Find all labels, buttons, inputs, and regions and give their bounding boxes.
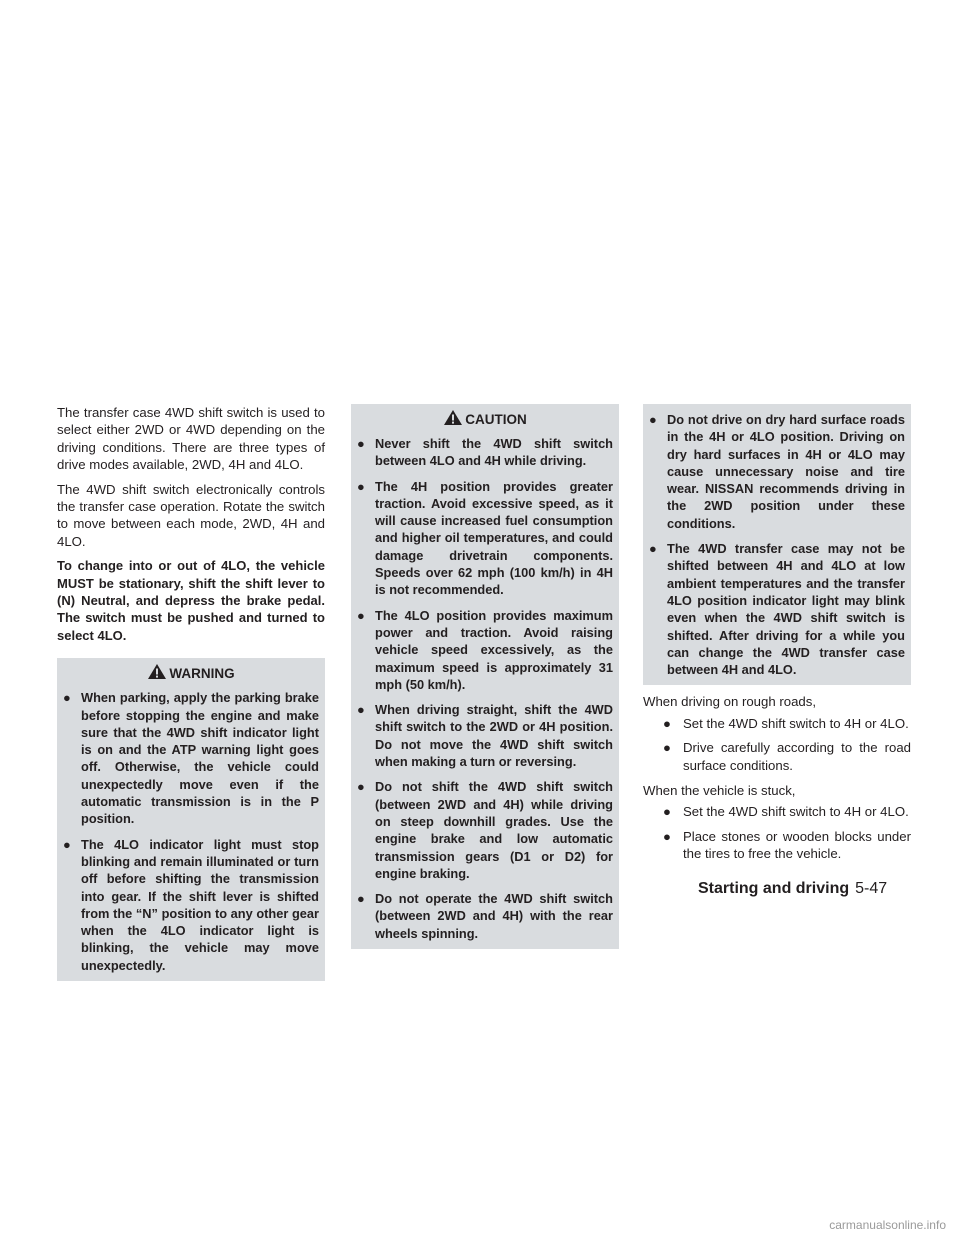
list-item-text: Do not drive on dry hard surface roads in the 4H or 4LO position. Driving on dry hard surfaces in 4H or 4LO may cause unnecessary noise and tire wear. NISSAN recommends driving in the 2WD position under these conditions. (667, 412, 905, 531)
caution-box-continued (643, 404, 911, 685)
list-item-text: Never shift the 4WD shift switch between 4LO and 4H while driving. (375, 436, 613, 469)
rough-roads-intro: When driving on rough roads, (643, 694, 817, 710)
list-item (643, 739, 911, 774)
list-item (643, 803, 911, 820)
list-item-text: Set the 4WD shift switch to 4H or 4LO. (683, 715, 909, 731)
list-item (357, 890, 613, 942)
list-item-text: The 4WD transfer case may not be shifted between 4H and 4LO at low ambient temperatures and the transfer 4LO position indicator light may blink even when the 4WD shift switch is shifted. After driving for a while you can change the 4WD transfer case between 4H and 4LO. (667, 541, 905, 678)
list-item-text: When parking, apply the parking brake before stopping the engine and make sure that the 4WD shift indicator light is on and the ATP warning light goes off. Otherwise, the vehicle could unexpectedly move even if the automatic transmission is in the P position. (81, 690, 319, 827)
list-item (357, 435, 613, 470)
paragraph-4lo-instructions: To change into or out of 4LO, the vehicle MUST be stationary, shift the shift lever to (N) Neutral, and depress the brake pedal. The switch must be pushed and turned to select 4LO. (57, 558, 325, 643)
column-right (643, 404, 911, 871)
warning-list (63, 689, 319, 974)
bullet-icon: ● (649, 412, 657, 427)
list-item-text: The 4H position provides greater traction. Avoid excessive speed, as it will cause increased fuel consumption and higher oil temperatures, and could damage drivetrain components. Speeds over 62 mph (100 km/h) in 4H is not recommended. (375, 478, 613, 598)
page-footer (698, 880, 887, 898)
section-title: Starting and driving (698, 880, 850, 897)
watermark-text: carmanualsonline.info (829, 1218, 946, 1232)
stuck-list (643, 803, 911, 862)
bullet-icon: ● (357, 607, 365, 623)
caution-title (357, 409, 613, 431)
list-item-text: Drive carefully according to the road surface conditions. (683, 740, 911, 773)
bullet-icon: ● (357, 779, 365, 795)
bullet-icon: ● (357, 478, 365, 494)
bullet-icon: ● (63, 690, 71, 706)
stuck-intro: When the vehicle is stuck, (643, 783, 796, 799)
caution-triangle-icon (443, 409, 463, 426)
bullet-icon: ● (663, 740, 671, 756)
rough-roads-list (643, 715, 911, 774)
list-item (649, 540, 905, 678)
watermark (0, 1218, 960, 1232)
caution-box (351, 404, 619, 949)
caution-list (357, 435, 613, 942)
list-item (649, 411, 905, 532)
bullet-icon: ● (663, 828, 671, 844)
warning-title (63, 663, 319, 685)
page-number: 5-47 (855, 880, 888, 897)
bullet-icon: ● (357, 702, 365, 718)
list-item (357, 478, 613, 599)
list-item (357, 778, 613, 882)
list-item (357, 607, 613, 693)
bullet-icon: ● (63, 836, 71, 852)
list-item-text: Place stones or wooden blocks under the tires to free the vehicle. (683, 828, 911, 862)
paragraph-electronic-control: The 4WD shift switch electronically controls the transfer case operation. Rotate the switch to move between each mode, 2WD, 4H and 4LO. (57, 481, 325, 549)
list-item-text: Set the 4WD shift switch to 4H or 4LO. (683, 804, 909, 820)
warning-title-text: WARNING (169, 666, 235, 682)
list-item-text: The 4LO indicator light must stop blinking and remain illuminated or turn off before shifting the transmission into gear. If the shift lever is shifted from the “N” position to any other gear when the 4LO indicator light is blinking, the vehicle may move unexpectedly. (81, 836, 319, 973)
caution-title-text: CAUTION (465, 412, 527, 427)
paragraph-intro: The transfer case 4WD shift switch is used to select either 2WD or 4WD depending on the driving conditions. There are three types of drive modes available, 2WD, 4H and 4LO. (57, 405, 325, 473)
bullet-icon: ● (649, 541, 657, 557)
column-middle (351, 404, 619, 949)
list-item-text: The 4LO position provides maximum power and traction. Avoid raising vehicle speed excessively, as the maximum speed is approximately 31 mph (50 km/h). (375, 607, 613, 692)
bullet-icon: ● (663, 804, 671, 820)
bullet-icon: ● (663, 715, 671, 731)
column-left (57, 404, 325, 981)
warning-box (57, 658, 325, 981)
caution-continued-list (649, 411, 905, 678)
list-item-text: Do not shift the 4WD shift switch (between 2WD and 4H) while driving on steep downhill grades. Use the engine brake and low automatic transmission gears (D1 or D2) for engine braking. (375, 779, 613, 881)
list-item (643, 828, 911, 863)
list-item (63, 689, 319, 827)
warning-triangle-icon (147, 663, 167, 680)
bullet-icon: ● (357, 436, 365, 451)
list-item (63, 836, 319, 974)
list-item (643, 715, 911, 732)
list-item (357, 701, 613, 770)
bullet-icon: ● (357, 891, 365, 907)
list-item-text: Do not operate the 4WD shift switch (between 2WD and 4H) with the rear wheels spinning. (375, 891, 613, 941)
list-item-text: When driving straight, shift the 4WD shift switch to the 2WD or 4H position. Do not move the 4WD shift switch when making a turn or reversing. (375, 702, 613, 770)
